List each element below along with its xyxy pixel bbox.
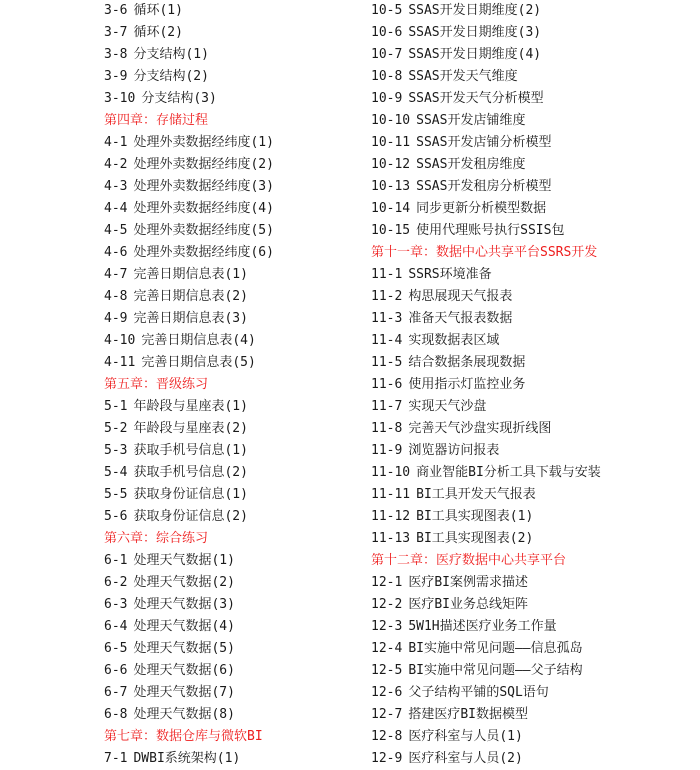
entry-title: 完善日期信息表(4)	[141, 333, 256, 348]
entry-number: 10-15	[371, 223, 411, 238]
toc-entry	[371, 638, 691, 660]
entry-number: 12-5	[371, 663, 403, 678]
toc-entry	[371, 0, 691, 22]
entry-number: 4-5	[104, 223, 128, 238]
entry-number: 10-5	[371, 3, 403, 18]
entry-number: 10-11	[371, 135, 411, 150]
entry-title: BI工具实现图表(2)	[416, 531, 534, 546]
toc-entry	[104, 704, 354, 726]
toc-entry	[371, 418, 691, 440]
toc-entry	[371, 726, 691, 748]
entry-title: 完善日期信息表(2)	[133, 289, 248, 304]
toc-entry	[104, 418, 354, 440]
entry-title: 获取身份证信息(2)	[133, 509, 248, 524]
toc-entry	[371, 198, 691, 220]
toc-entry	[371, 594, 691, 616]
entry-number: 10-10	[371, 113, 411, 128]
entry-title: 处理天气数据(6)	[133, 663, 235, 678]
entry-number: 11-6	[371, 377, 403, 392]
entry-title: 搭建医疗BI数据模型	[408, 707, 528, 722]
toc-entry	[104, 352, 354, 374]
entry-title: 实现数据表区域	[408, 333, 500, 348]
entry-title: 处理天气数据(2)	[133, 575, 235, 590]
entry-number: 12-9	[371, 751, 403, 766]
entry-number: 3-6	[104, 3, 128, 18]
toc-entry	[104, 550, 354, 572]
entry-title: SSAS开发租房分析模型	[416, 179, 552, 194]
entry-title: 5W1H描述医疗业务工作量	[408, 619, 557, 634]
chapter-heading: 第七章：数据仓库与微软BI	[104, 729, 263, 744]
entry-title: 医疗科室与人员(2)	[408, 751, 523, 766]
entry-title: 结合数据条展现数据	[408, 355, 526, 370]
chapter-heading: 第六章：综合练习	[104, 531, 209, 546]
entry-number: 10-12	[371, 157, 411, 172]
entry-title: 处理外卖数据经纬度(2)	[133, 157, 274, 172]
entry-title: 处理天气数据(7)	[133, 685, 235, 700]
toc-entry	[371, 176, 691, 198]
entry-number: 11-4	[371, 333, 403, 348]
entry-title: DWBI系统架构(1)	[133, 751, 241, 766]
entry-title: 获取手机号信息(2)	[133, 465, 248, 480]
entry-title: 处理外卖数据经纬度(5)	[133, 223, 274, 238]
entry-title: 处理天气数据(5)	[133, 641, 235, 656]
entry-number: 10-7	[371, 47, 403, 62]
entry-number: 4-1	[104, 135, 128, 150]
entry-number: 11-8	[371, 421, 403, 436]
toc-entry	[104, 396, 354, 418]
toc-entry	[371, 154, 691, 176]
entry-number: 4-11	[104, 355, 136, 370]
entry-title: SSAS开发日期维度(4)	[408, 47, 542, 62]
entry-number: 6-5	[104, 641, 128, 656]
entry-number: 11-9	[371, 443, 403, 458]
toc-entry	[104, 66, 354, 88]
entry-title: 处理天气数据(1)	[133, 553, 235, 568]
entry-number: 6-1	[104, 553, 128, 568]
entry-number: 6-8	[104, 707, 128, 722]
entry-title: 获取手机号信息(1)	[133, 443, 248, 458]
toc-entry	[371, 440, 691, 462]
toc-entry	[104, 198, 354, 220]
entry-title: 同步更新分析模型数据	[416, 201, 547, 216]
entry-title: 处理外卖数据经纬度(1)	[133, 135, 274, 150]
entry-title: 使用代理账号执行SSIS包	[416, 223, 565, 238]
toc-entry	[104, 506, 354, 528]
toc-entry	[104, 484, 354, 506]
toc-entry	[104, 748, 354, 770]
entry-number: 12-8	[371, 729, 403, 744]
entry-title: 完善日期信息表(3)	[133, 311, 248, 326]
entry-number: 3-10	[104, 91, 136, 106]
entry-number: 10-9	[371, 91, 403, 106]
entry-title: SSAS开发日期维度(3)	[408, 25, 542, 40]
toc-entry	[371, 616, 691, 638]
entry-title: 完善天气沙盘实现折线图	[408, 421, 552, 436]
entry-number: 4-3	[104, 179, 128, 194]
entry-number: 3-8	[104, 47, 128, 62]
toc-entry	[104, 88, 354, 110]
entry-title: SSAS开发店铺分析模型	[416, 135, 552, 150]
entry-title: 处理外卖数据经纬度(3)	[133, 179, 274, 194]
chapter-heading: 第五章：晋级练习	[104, 377, 209, 392]
entry-title: 使用指示灯监控业务	[408, 377, 526, 392]
toc-entry	[104, 286, 354, 308]
toc-entry	[371, 682, 691, 704]
entry-number: 11-3	[371, 311, 403, 326]
toc-entry	[371, 88, 691, 110]
entry-number: 6-6	[104, 663, 128, 678]
entry-number: 12-4	[371, 641, 403, 656]
toc-entry	[104, 308, 354, 330]
entry-number: 11-13	[371, 531, 411, 546]
toc-entry	[104, 264, 354, 286]
toc-entry	[371, 396, 691, 418]
toc-entry	[371, 286, 691, 308]
entry-number: 11-10	[371, 465, 411, 480]
toc-entry	[104, 242, 354, 264]
entry-title: SSAS开发日期维度(2)	[408, 3, 542, 18]
toc-entry	[104, 616, 354, 638]
toc-entry	[371, 748, 691, 770]
entry-number: 11-11	[371, 487, 411, 502]
entry-title: 完善日期信息表(5)	[141, 355, 256, 370]
toc-entry	[104, 44, 354, 66]
toc-entry	[104, 572, 354, 594]
entry-number: 4-9	[104, 311, 128, 326]
entry-number: 5-4	[104, 465, 128, 480]
entry-number: 12-6	[371, 685, 403, 700]
entry-number: 11-5	[371, 355, 403, 370]
chapter-heading: 第十一章：数据中心共享平台SSRS开发	[371, 245, 598, 260]
entry-number: 4-4	[104, 201, 128, 216]
toc-entry	[371, 66, 691, 88]
entry-number: 12-2	[371, 597, 403, 612]
entry-title: 年龄段与星座表(1)	[133, 399, 248, 414]
entry-title: 实现天气沙盘	[408, 399, 487, 414]
toc-entry	[104, 154, 354, 176]
toc-right-column	[371, 0, 691, 770]
entry-number: 5-5	[104, 487, 128, 502]
toc-entry	[371, 528, 691, 550]
entry-title: 分支结构(3)	[141, 91, 217, 106]
chapter-heading: 第四章：存储过程	[104, 113, 209, 128]
entry-title: BI实施中常见问题——父子结构	[408, 663, 583, 678]
entry-title: 医疗BI案例需求描述	[408, 575, 528, 590]
entry-number: 4-2	[104, 157, 128, 172]
entry-number: 11-7	[371, 399, 403, 414]
entry-number: 5-1	[104, 399, 128, 414]
entry-number: 10-6	[371, 25, 403, 40]
entry-title: 处理天气数据(8)	[133, 707, 235, 722]
entry-number: 12-1	[371, 575, 403, 590]
toc-entry	[104, 132, 354, 154]
entry-title: SSAS开发店铺维度	[416, 113, 526, 128]
entry-number: 6-4	[104, 619, 128, 634]
toc-entry	[371, 330, 691, 352]
toc-entry	[104, 660, 354, 682]
entry-title: 医疗科室与人员(1)	[408, 729, 523, 744]
toc-entry	[104, 330, 354, 352]
toc-entry	[371, 220, 691, 242]
entry-title: 准备天气报表数据	[408, 311, 513, 326]
entry-title: BI实施中常见问题——信息孤岛	[408, 641, 583, 656]
toc-entry	[104, 0, 354, 22]
toc-entry	[104, 220, 354, 242]
entry-title: 年龄段与星座表(2)	[133, 421, 248, 436]
entry-title: SSAS开发租房维度	[416, 157, 526, 172]
toc-entry	[104, 682, 354, 704]
entry-title: 循环(1)	[133, 3, 183, 18]
toc-entry	[104, 594, 354, 616]
toc-entry	[371, 44, 691, 66]
entry-number: 10-8	[371, 69, 403, 84]
entry-title: 医疗BI业务总线矩阵	[408, 597, 528, 612]
entry-title: SSAS开发天气维度	[408, 69, 518, 84]
toc-entry	[104, 176, 354, 198]
entry-title: 循环(2)	[133, 25, 183, 40]
entry-title: 完善日期信息表(1)	[133, 267, 248, 282]
entry-title: BI工具开发天气报表	[416, 487, 536, 502]
entry-number: 5-3	[104, 443, 128, 458]
entry-number: 4-6	[104, 245, 128, 260]
toc-entry	[371, 264, 691, 286]
entry-number: 6-2	[104, 575, 128, 590]
toc-entry	[371, 462, 691, 484]
toc-entry	[104, 22, 354, 44]
toc-entry	[371, 572, 691, 594]
entry-title: 商业智能BI分析工具下载与安装	[416, 465, 601, 480]
entry-number: 5-6	[104, 509, 128, 524]
entry-title: 处理外卖数据经纬度(4)	[133, 201, 274, 216]
toc-entry	[371, 484, 691, 506]
entry-title: BI工具实现图表(1)	[416, 509, 534, 524]
toc-entry	[371, 352, 691, 374]
toc-left-column	[104, 0, 354, 770]
entry-title: 分支结构(1)	[133, 47, 209, 62]
entry-title: 分支结构(2)	[133, 69, 209, 84]
entry-number: 4-8	[104, 289, 128, 304]
entry-number: 5-2	[104, 421, 128, 436]
entry-number: 4-7	[104, 267, 128, 282]
entry-title: 获取身份证信息(1)	[133, 487, 248, 502]
entry-number: 6-3	[104, 597, 128, 612]
entry-number: 4-10	[104, 333, 136, 348]
entry-title: 处理天气数据(4)	[133, 619, 235, 634]
entry-title: 构思展现天气报表	[408, 289, 513, 304]
entry-number: 11-12	[371, 509, 411, 524]
entry-number: 11-1	[371, 267, 403, 282]
toc-entry	[371, 132, 691, 154]
entry-number: 7-1	[104, 751, 128, 766]
toc-entry	[371, 704, 691, 726]
toc-entry	[371, 22, 691, 44]
chapter-heading: 第十二章：医疗数据中心共享平台	[371, 553, 567, 568]
toc-entry	[104, 462, 354, 484]
entry-number: 12-7	[371, 707, 403, 722]
toc-entry	[104, 638, 354, 660]
entry-number: 3-9	[104, 69, 128, 84]
toc-entry	[371, 506, 691, 528]
toc-entry	[371, 660, 691, 682]
entry-title: 父子结构平铺的SQL语句	[408, 685, 549, 700]
entry-number: 10-13	[371, 179, 411, 194]
toc-entry	[371, 110, 691, 132]
entry-number: 11-2	[371, 289, 403, 304]
entry-number: 10-14	[371, 201, 411, 216]
toc-entry	[371, 308, 691, 330]
toc-entry	[371, 374, 691, 396]
entry-title: SSRS环境准备	[408, 267, 492, 282]
entry-title: 处理外卖数据经纬度(6)	[133, 245, 274, 260]
entry-number: 3-7	[104, 25, 128, 40]
entry-title: SSAS开发天气分析模型	[408, 91, 544, 106]
entry-title: 浏览器访问报表	[408, 443, 500, 458]
entry-title: 处理天气数据(3)	[133, 597, 235, 612]
toc-entry	[104, 440, 354, 462]
entry-number: 6-7	[104, 685, 128, 700]
entry-number: 12-3	[371, 619, 403, 634]
